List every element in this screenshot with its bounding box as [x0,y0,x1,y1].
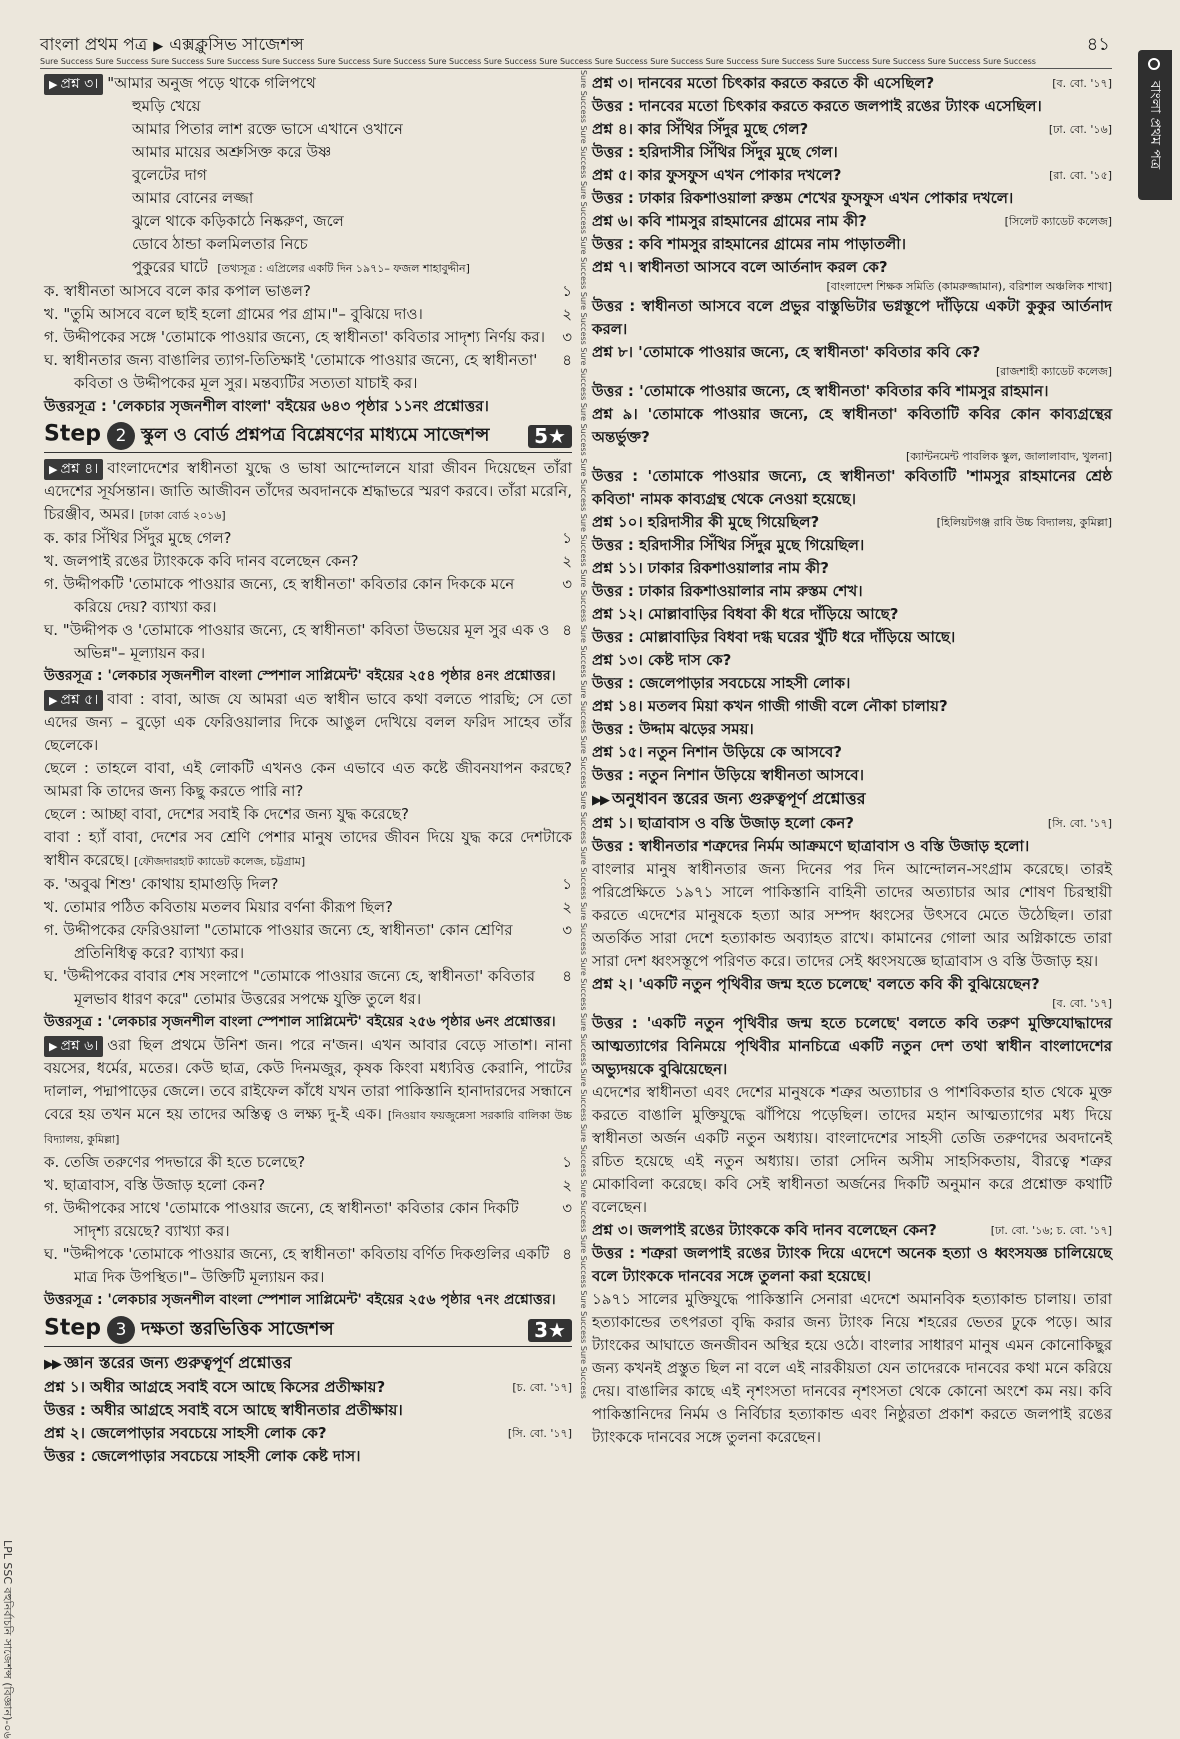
poem-line: হুমড়ি খেয়ে [132,97,201,115]
answer-source: উত্তরসূত্র : 'লেকচার সৃজনশীল বাংলা স্পেশাল সাপ্লিমেন্ট' বইয়ের ২৫৬ পৃষ্ঠার ৬নং প্রশ্নোত্তর। [44,1014,556,1030]
circle-icon [1148,58,1160,70]
question-6-block [44,1034,572,1312]
qa-answer: উত্তর : হরিদাসীর সিঁথির সিঁদুর মুছে গেল। [592,143,838,161]
poem-line: আমার পিতার লাশ রক্তে ভাসে এখানে ওখানে [132,120,403,138]
question-tag: ▶ প্রশ্ন ৫। [44,690,103,711]
poem-line: আমার বোনের লজ্জা [132,189,254,207]
question-source: [রাজশাহী ক্যাডেট কলেজ] [995,365,1112,378]
poem-line: পুকুরের ঘাটে [132,258,208,276]
sub-question: ঘ. স্বাধীনতার জন্য বাঙালির ত্যাগ-তিতিক্ষাই 'তোমাকে পাওয়ার জন্যে, হে স্বাধীনতা' কবিতা ও উদ্দীপকের মূল সুর। মন্তব্যটির সত্যতা যাচাই কর। ৪ [44,351,572,392]
sub-question: ক. কার সিঁথির সিঁদুর মুছে গেল? ১ [44,529,572,547]
left-column [44,72,572,1468]
qa-question: প্রশ্ন ৩। দানবের মতো চিৎকার করতে করতে কী এসেছিল? [ব. বো. '১৭] [592,74,1112,92]
qa-question: প্রশ্ন ১৩। কেষ্ট দাস কে? [592,651,732,669]
qa-question: প্রশ্ন ১২। মোল্লাবাড়ির বিধবা কী ধরে দাঁড়িয়ে আছে? [592,605,899,623]
footer-vertical [1,1540,18,1739]
qa-answer: উত্তর : নতুন নিশান উড়িয়ে স্বাধীনতা আসবে। [592,766,865,784]
book-name: বাংলা প্রথম পত্র [40,35,148,55]
qa-answer: উত্তর : কবি শামসুর রাহমানের গ্রামের নাম পাড়াতলী। [592,235,906,253]
page-number: ৪১ [1086,34,1110,55]
step-number: 2 [107,422,135,450]
sub-question: খ. জলপাই রঙের ট্যাংককে কবি দানব বলেছেন কেন? ২ [44,552,572,570]
answer-paragraph: বাংলার মানুষ স্বাধীনতার জন্য দিনের পর দিন আন্দোলন-সংগ্রাম করেছে। তারই পরিপ্রেক্ষিতে ১৯৭১ সালে পাকিস্তানি বাহিনী তাদের অত্যাচার আর শোষণ চিরস্থায়ী করতে এদেশের মানুষকে হত্যা আর সম্পদ ধ্বংসের উৎসবে মেতে উঠেছিল। তারা অতর্কিত সারা দেশে হত্যাকান্ড অব্যাহত রাখে। কামানের গোলা আর অগ্নিকান্ডে তারা সারা দেশ ধ্বংসস্তূপে পরিণত করে। তাদের সেই ধ্বংসযজ্ঞে ছাত্রাবাস ও বস্তি উজাড় হয়। [592,860,1112,970]
question-3-block [44,72,572,418]
question-4-block [44,457,572,688]
question-stem: বাংলাদেশের স্বাধীনতা যুদ্ধে ও ভাষা আন্দোলনে যারা জীবন দিয়েছেন তাঁরা এদেশের সূর্যসন্তান। জাতি আজীবন তাঁদের অবদানকে শ্রদ্ধাভরে স্মরণ করবে। তাঁরা মরেনি, চিরঞ্জীব, অমর। [44,459,572,523]
poem-line: "আমার অনুজ পড়ে থাকে গলিপথে [107,74,316,92]
qa-answer: উত্তর : হরিদাসীর সিঁথির সিঁদুর মুছে গিয়েছিল। [592,536,865,554]
question-tag: ▶ প্রশ্ন ৪। [44,459,103,480]
star-rating: 3★ [528,1319,572,1342]
question-tag: ▶ প্রশ্ন ৩। [44,74,103,95]
fast-forward-icon: ▶▶ [592,793,608,808]
qa-answer: উত্তর : শত্রুরা জলপাই রঙের ট্যাংক দিয়ে এদেশে অনেক হত্যা ও ধ্বংসযজ্ঞ চালিয়েছে বলে ট্যাংককে দানবের সঙ্গে তুলনা করা হয়েছে। [592,1244,1112,1285]
qa-question: প্রশ্ন ৫। কার ফুসফুস এখন পোকার দখলে? [রা. বো. '১৫] [592,166,1112,184]
poem-source: [তথ্যসূত্র : এপ্রিলের একটি দিন ১৯৭১– ফজল শাহাবুদ্দীন] [217,262,470,275]
fast-forward-icon: ▶▶ [44,1357,60,1372]
question-tag: ▶ প্রশ্ন ৬। [44,1036,103,1057]
question-source: [নিওয়াব ফয়জুন্নেসা সরকারি বালিকা উচ্চ বিদ্যালয়, কুমিল্লা] [44,1109,572,1146]
qa-answer: উত্তর : 'একটি নতুন পৃথিবীর জন্ম হতে চলেছে' বলতে কবি তরুণ মুক্তিযোদ্ধাদের আত্মত্যাগের বিনিময়ে পৃথিবীর মানচিত্রে একটি নতুন দেশ তথা স্বাধীন বাংলাদেশের অভ্যুদয়কে বুঝিয়েছেন। [592,1014,1112,1078]
step-3-heading: Step 3 দক্ষতা স্তরভিত্তিক সাজেশন্স 3★ [44,1316,572,1347]
knowledge-question: প্রশ্ন ১। অধীর আগ্রহে সবাই বসে আছে কিসের প্রতীক্ষায়? [চ. বো. '১৭] [44,1378,572,1396]
dialogue-line: ছেলে : আচ্ছা বাবা, দেশের সবাই কি দেশের জন্য যুদ্ধ করেছে? [44,805,409,823]
answer-paragraph: এদেশের স্বাধীনতা এবং দেশের মানুষকে শত্রুর অত্যাচার ও পাশবিকতার হাত থেকে মুক্ত করতে বাঙালি মুক্তিযুদ্ধে ঝাঁপিয়ে পড়েছিল। তাদের মহান আত্মত্যাগের মধ্য দিয়ে স্বাধীনতা অর্জন একটি নতুন অধ্যায়। বাংলাদেশের সাহসী তেজি তরুণদের অবদানেই রচিত হয়েছে এই নতুন অধ্যায়। তারা সেদিন অসীম সাহসিকতায়, বীরত্বে শত্রুর মোকাবিলা করেছে। কবি সেই স্বাধীনতা অর্জনের দিকটি অনুমান করে প্রশ্নোক্ত কথাটি বলেছেন। [592,1083,1112,1216]
question-source: [ঢাকা বোর্ড ২০১৬] [139,509,226,522]
poem [44,95,572,280]
question-source: [ফৌজদারহাট ক্যাডেট কলেজ, চট্টগ্রাম] [133,855,306,868]
sub-question: ক. 'অবুঝ শিশু' কোথায় হামাগুড়ি দিল? ১ [44,875,572,893]
question-source: [ব. বো. '১৭] [1052,997,1112,1010]
question-source: [ক্যান্টনমেন্ট পাবলিক স্কুল, জালালাবাদ, খুলনা] [905,450,1112,463]
poem-line: আমার মায়ের অশ্রুসিক্ত করে উষ্ণ [132,143,332,161]
qa-question: প্রশ্ন ১০। হরিদাসীর কী মুছে গিয়েছিল? [হিলিয়টগঞ্জ রাবি উচ্চ বিদ্যালয়, কুমিল্লা] [592,513,1112,531]
dialogue-line: ছেলে : তাহলে বাবা, এই লোকটি এখনও কেন এভাবে এত কষ্টে জীবনযাপন করছে? আমরা কি তাদের জন্য কিছু করতে পারি না? [44,759,572,800]
triangle-icon: ▶ [49,463,58,476]
star-rating: 5★ [528,425,572,448]
question-source: [বাংলাদেশ শিক্ষক সমিতি (কামরুজ্জামান), বরিশাল অঞ্চলিক শাখা] [826,280,1112,293]
answer-paragraph: ১৯৭১ সালের মুক্তিযুদ্ধে পাকিস্তানি সেনারা এদেশে অমানবিক হত্যাকান্ড চালায়। তারা হত্যাকান্ডের তৎপরতা বৃদ্ধি করার জন্য ট্যাংক নিয়ে শহরের ভেতর ঢুকে পড়ে। আর ট্যাংকের আঘাতে জনজীবন অস্থির হয়ে ওঠে। বাংলার সাধারণ মানুষ এমন কোনোকিছুর জন্য কখনই প্রস্তুত ছিল না বলে এই নারকীয়তা যেন তাদেরকে দানবের কথা মনে করিয়ে দেয়। বাঙালির কাছে এই নৃশংসতা দানবের নৃশংসতা থেকে কোনো অংশে কম নয়। কবি পাকিস্তানিদের নির্মম ও নির্বিচার হত্যাকান্ড এবং নিষ্ঠুরতা প্রকাশ করতে জলপাই রঙের ট্যাংককে দানবের সঙ্গে তুলনা করেছেন। [592,1290,1112,1446]
step-number: 3 [107,1316,135,1344]
side-tab [1138,50,1172,200]
qa-answer: উত্তর : 'তোমাকে পাওয়ার জন্যে, হে স্বাধীনতা' কবিতাটি 'শামসুর রাহমানের শ্রেষ্ঠ কবিতা' নামক কাব্যগ্রন্থ থেকে নেওয়া হয়েছে। [592,467,1112,508]
qa-question: প্রশ্ন ৮। 'তোমাকে পাওয়ার জন্যে, হে স্বাধীনতা' কবিতার কবি কে? [592,343,981,361]
question-stem: ওরা ছিল প্রথমে উনিশ জন। পরে ন'জন। এখন আবার বেড়ে সাতাশ। নানা বয়সের, ধর্মের, মতের। কেউ ছাত্র, কেউ দিনমজুর, কৃষক কিংবা মধ্যবিত্ত কেরানি, পাটের দালাল, পদ্মাপাড়ের জেলে। তবে রাইফেল কাঁধে যখন তারা পাকিস্তানি হানাদারদের সন্ধানে বেরে হয় তখন মনে হয় তাদের অস্তিত্ব ও লক্ষ্য দু-ই এক। [44,1036,572,1123]
qa-question: প্রশ্ন ৩। জলপাই রঙের ট্যাংককে কবি দানব বলেছেন কেন? [ঢা. বো. '১৬; চ. বো. '১৭] [592,1221,1112,1239]
section-name: এক্সক্লুসিভ সাজেশন্স [169,35,304,55]
triangle-icon: ▶ [49,1040,58,1053]
sub-question: ক. স্বাধীনতা আসবে বলে কার কপাল ভাঙল? ১ [44,282,572,300]
arrow-icon: ▶ [153,39,164,54]
qa-question: প্রশ্ন ৬। কবি শামসুর রাহমানের গ্রামের নাম কী? [সিলেট ক্যাডেট কলেজ] [592,212,1112,230]
qa-answer: উত্তর : দানবের মতো চিৎকার করতে করতে জলপাই রঙের ট্যাংক এসেছিল। [592,97,1042,115]
page-header [40,30,1110,56]
qa-question: প্রশ্ন ২। 'একটি নতুন পৃথিবীর জন্ম হতে চলেছে' বলতে কবি কী বুঝিয়েছেন? [592,975,1040,993]
step-2-heading: Step 2 স্কুল ও বোর্ড প্রশ্নপত্র বিশ্লেষণের মাধ্যমে সাজেশন্স 5★ [44,422,572,453]
knowledge-answer: উত্তর : অধীর আগ্রহে সবাই বসে আছে স্বাধীনতার প্রতীক্ষায়। [44,1401,403,1419]
question-5-block [44,688,572,1034]
knowledge-answer: উত্তর : জেলেপাড়ার সবচেয়ে সাহসী লোক কেষ্ট দাস। [44,1447,361,1465]
vertical-strip-text: Sure Success Sure Success Sure Success Sure Success Sure Success Sure Success Sure Success Sure Success Sure Success Sure Success Sure Success Sure Success Sure Success Sure Success Sure Success Sure Success Sure Success Sure Success Sure Success Sure Success Sure Success Sure Success Sure Success Sure Success [579,70,588,1399]
qa-question: প্রশ্ন ৯। 'তোমাকে পাওয়ার জন্যে, হে স্বাধীনতা' কবিতাটি কবির কোন কাব্যগ্রন্থের অন্তর্ভুক্ত? [592,405,1112,446]
poem-line: ডোবে ঠান্ডা কলমিলতার নিচে [132,235,308,253]
sub-question: খ. তোমার পঠিত কবিতায় মতলব মিয়ার বর্ণনা কীরূপ ছিল? ২ [44,898,572,916]
sub-question: ঘ. "উদ্দীপকে 'তোমাকে পাওয়ার জন্যে, হে স্বাধীনতা' কবিতায় বর্ণিত দিকগুলির একটি মাত্র দিক উপস্থিত।"– উক্তিটি মূল্যায়ন কর। ৪ [44,1245,572,1286]
poem-line: ঝুলে থাকে কড়িকাঠে নিষ্করুণ, জলে [132,212,344,230]
footer-vertical-text: LPL SSC বহুনির্বাচনি সাজেশন্স (বিজ্ঞান)-০৬ [1,1540,14,1739]
step-title: স্কুল ও বোর্ড প্রশ্নপত্র বিশ্লেষণের মাধ্যমে সাজেশন্স [141,424,490,446]
side-tab-label: বাংলা প্রথম পত্র [1147,80,1163,170]
poem-line: বুলেটের দাগ [132,166,207,184]
qa-question: প্রশ্ন ১১। ঢাকার রিকশাওয়ালার নাম কী? [592,559,829,577]
qa-answer: উত্তর : 'তোমাকে পাওয়ার জন্যে, হে স্বাধীনতা' কবিতার কবি শামসুর রাহমান। [592,382,1049,400]
step-title: দক্ষতা স্তরভিত্তিক সাজেশন্স [141,1318,334,1340]
sub-question: খ. "তুমি আসবে বলে ছাই হলো গ্রামের পর গ্রাম।"– বুঝিয়ে দাও। ২ [44,305,572,323]
sub-question: ঘ. 'উদ্দীপকের বাবার শেষ সংলাপে "তোমাকে পাওয়ার জন্যে হে, স্বাধীনতা' কবিতার মূলভাব ধারণ করে" তোমার উত্তরের সপক্ষে যুক্তি তুলে ধর। ৪ [44,967,572,1008]
triangle-icon: ▶ [49,78,58,91]
knowledge-heading: ▶▶ জ্ঞান স্তরের জন্য গুরুত্বপূর্ণ প্রশ্নোত্তর [44,1353,292,1372]
qa-answer: উত্তর : জেলেপাড়ার সবচেয়ে সাহসী লোক। [592,674,851,692]
knowledge-question: প্রশ্ন ২। জেলেপাড়ার সবচেয়ে সাহসী লোক কে? [সি. বো. '১৭] [44,1424,572,1442]
question-stem: বাবা : বাবা, আজ যে আমরা এত স্বাধীন ভাবে কথা বলতে পারছি; সে তো এদের জন্য – বুড়ো এক ফেরিওয়ালার দিকে আঙুল দেখিয়ে বলল ফরিদ সাহেব তাঁর ছেলেকে। [44,690,572,754]
sure-success-strip: Sure Success Sure Success Sure Success Sure Success Sure Success Sure Success Sure Success Sure Success Sure Success Sure Success Sure Success Sure Success Sure Success Sure Success Sure Success Sure Success Sure Success Sure Success [40,56,1112,69]
sub-question: গ. উদ্দীপকটি 'তোমাকে পাওয়ার জন্যে, হে স্বাধীনতা' কবিতার কোন দিককে মনে করিয়ে দেয়? ব্যাখ্যা কর। ৩ [44,575,572,616]
qa-question: প্রশ্ন ১৫। নতুন নিশান উড়িয়ে কে আসবে? [592,743,842,761]
dialogue-line: বাবা : হ্যাঁ বাবা, দেশের সব শ্রেণি পেশার মানুষ তাদের জীবন দিয়ে যুদ্ধ করে দেশটাকে স্বাধীন করেছে। [44,828,572,869]
qa-question: প্রশ্ন ১। ছাত্রাবাস ও বস্তি উজাড় হলো কেন? [সি. বো. '১৭] [592,814,1112,832]
comprehension-heading: ▶▶ অনুধাবন স্তরের জন্য গুরুত্বপূর্ণ প্রশ্নোত্তর [592,789,866,808]
sub-question: গ. উদ্দীপকের ফেরিওয়ালা "তোমাকে পাওয়ার জন্যে হে, স্বাধীনতা' কোন শ্রেণির প্রতিনিধিত্ব করে? ব্যাখ্যা কর। ৩ [44,921,572,962]
qa-question: প্রশ্ন ৭। স্বাধীনতা আসবে বলে আর্তনাদ করল কে? [592,258,888,276]
right-column [592,72,1112,1449]
qa-question: প্রশ্ন ৪। কার সিঁথির সিঁদুর মুছে গেল? [ঢা. বো. '১৬] [592,120,1112,138]
sub-question: গ. উদ্দীপকের সঙ্গে 'তোমাকে পাওয়ার জন্যে, হে স্বাধীনতা' কবিতার সাদৃশ্য নির্ণয় কর। ৩ [44,328,572,346]
answer-source: উত্তরসূত্র : 'লেকচার সৃজনশীল বাংলা স্পেশাল সাপ্লিমেন্ট' বইয়ের ২৫৪ পৃষ্ঠার ৪নং প্রশ্নোত্তর। [44,668,556,684]
qa-answer: উত্তর : মোল্লাবাড়ির বিধবা দগ্ধ ঘরের খুঁটি ধরে দাঁড়িয়ে আছে। [592,628,956,646]
sub-question: ঘ. "উদ্দীপক ও 'তোমাকে পাওয়ার জন্যে, হে স্বাধীনতা' কবিতা উভয়ের মূল সুর এক ও অভিন্ন"– মূল্যায়ন কর। ৪ [44,621,572,662]
sub-question: গ. উদ্দীপকের সাথে 'তোমাকে পাওয়ার জন্যে, হে স্বাধীনতা' কবিতার কোন দিকটি সাদৃশ্য রয়েছে? ব্যাখ্যা কর। ৩ [44,1199,572,1240]
qa-answer: উত্তর : স্বাধীনতা আসবে বলে প্রভুর বাস্তুভিটার ভগ্নস্তূপে দাঁড়িয়ে একটা কুকুর আর্তনাদ করল। [592,297,1112,338]
qa-answer: উত্তর : স্বাধীনতার শত্রুদের নির্মম আক্রমণে ছাত্রাবাস ও বস্তি উজাড় হলো। [592,837,1030,855]
qa-answer: উত্তর : ঢাকার রিকশাওয়ালা রুস্তম শেখের ফুসফুস এখন পোকার দখলে। [592,189,1014,207]
sub-question: ক. তেজি তরুণের পদভারে কী হতে চলেছে? ১ [44,1153,572,1171]
triangle-icon: ▶ [49,694,58,707]
qa-answer: উত্তর : উদ্দাম ঝড়ের সময়। [592,720,754,738]
answer-source: উত্তরসূত্র : 'লেকচার সৃজনশীল বাংলা' বইয়ের ৬৪৩ পৃষ্ঠার ১১নং প্রশ্নোত্তর। [44,397,489,415]
answer-source: উত্তরসূত্র : 'লেকচার সৃজনশীল বাংলা স্পেশাল সাপ্লিমেন্ট' বইয়ের ২৫৬ পৃষ্ঠার ৭নং প্রশ্নোত্তর। [44,1292,556,1308]
vertical-strip [576,70,590,1530]
qa-question: প্রশ্ন ১৪। মতলব মিয়া কখন গাজী গাজী বলে নৌকা চালায়? [592,697,948,715]
sub-question: খ. ছাত্রাবাস, বস্তি উজাড় হলো কেন? ২ [44,1176,572,1194]
qa-answer: উত্তর : ঢাকার রিকশাওয়ালার নাম রুস্তম শেখ। [592,582,863,600]
